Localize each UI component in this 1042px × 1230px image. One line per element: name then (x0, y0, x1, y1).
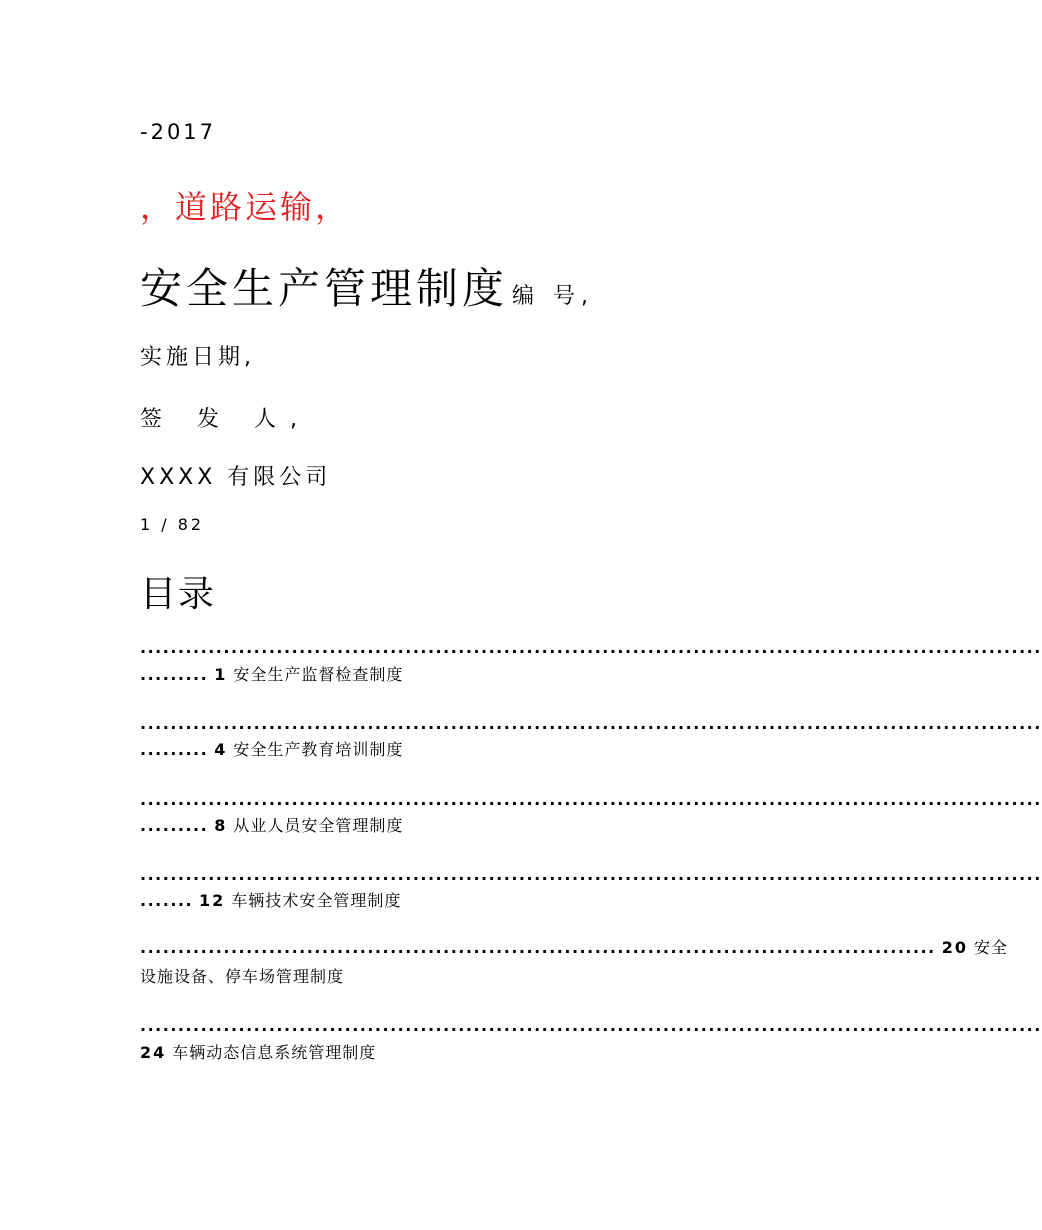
toc-page-number: 8 (214, 816, 228, 835)
toc-page-number: 24 (140, 1043, 167, 1062)
toc-entry[interactable] (140, 1042, 376, 1064)
toc-entry[interactable] (140, 739, 403, 761)
toc-entry[interactable] (140, 890, 401, 912)
toc-leader-dots: ....................................................................................................................... (140, 865, 1042, 884)
toc-page-number: 4 (214, 740, 228, 759)
document-subtitle: ，道路运输， (140, 188, 351, 226)
toc-leader-dots: ....................................................................................................................... (140, 714, 1042, 733)
toc-page-number: 1 (214, 665, 228, 684)
toc-entry-title: 安全 (973, 938, 1008, 957)
toc-entry-title: 设施设备、停车场管理制度 (140, 967, 345, 986)
page-number: 1 / 82 (140, 515, 205, 534)
toc-page-number: 20 (941, 938, 968, 957)
number-label: 编 号, (512, 284, 595, 309)
toc-leader-dots: ....................................................................................................................... (140, 1016, 1042, 1035)
toc-entry[interactable] (140, 937, 1008, 959)
toc-leader-dots: ......................................................................................................... (140, 938, 936, 957)
toc-leader-dots: ....................................................................................................................... (140, 638, 1042, 657)
toc-leader-dots: ......... (140, 740, 209, 759)
toc-leader-dots: ......... (140, 665, 209, 684)
toc-entry-title: 安全生产教育培训制度 (233, 740, 404, 759)
document-year: -2017 (140, 120, 217, 144)
toc-heading: 目录 (140, 574, 217, 615)
date-label: 实施日期, (140, 345, 255, 370)
toc-entry-title: 车辆技术安全管理制度 (231, 891, 402, 910)
toc-leader-dots: ....... (140, 891, 194, 910)
document-title-line (140, 256, 594, 316)
company-name: XXXX 有限公司 (140, 465, 332, 490)
issuer-label: 签 发 人, (140, 407, 311, 432)
toc-leader-dots: ......... (140, 816, 209, 835)
toc-entry[interactable] (140, 664, 403, 686)
toc-leader-dots: ....................................................................................................................... (140, 790, 1042, 809)
toc-page-number: 12 (199, 891, 226, 910)
toc-entry-title: 从业人员安全管理制度 (233, 816, 404, 835)
toc-entry-title: 车辆动态信息系统管理制度 (172, 1043, 377, 1062)
toc-entry[interactable] (140, 815, 403, 837)
document-title: 安全生产管理制度 (140, 264, 509, 313)
toc-entry-continuation (140, 966, 344, 988)
toc-entry-title: 安全生产监督检查制度 (233, 665, 404, 684)
